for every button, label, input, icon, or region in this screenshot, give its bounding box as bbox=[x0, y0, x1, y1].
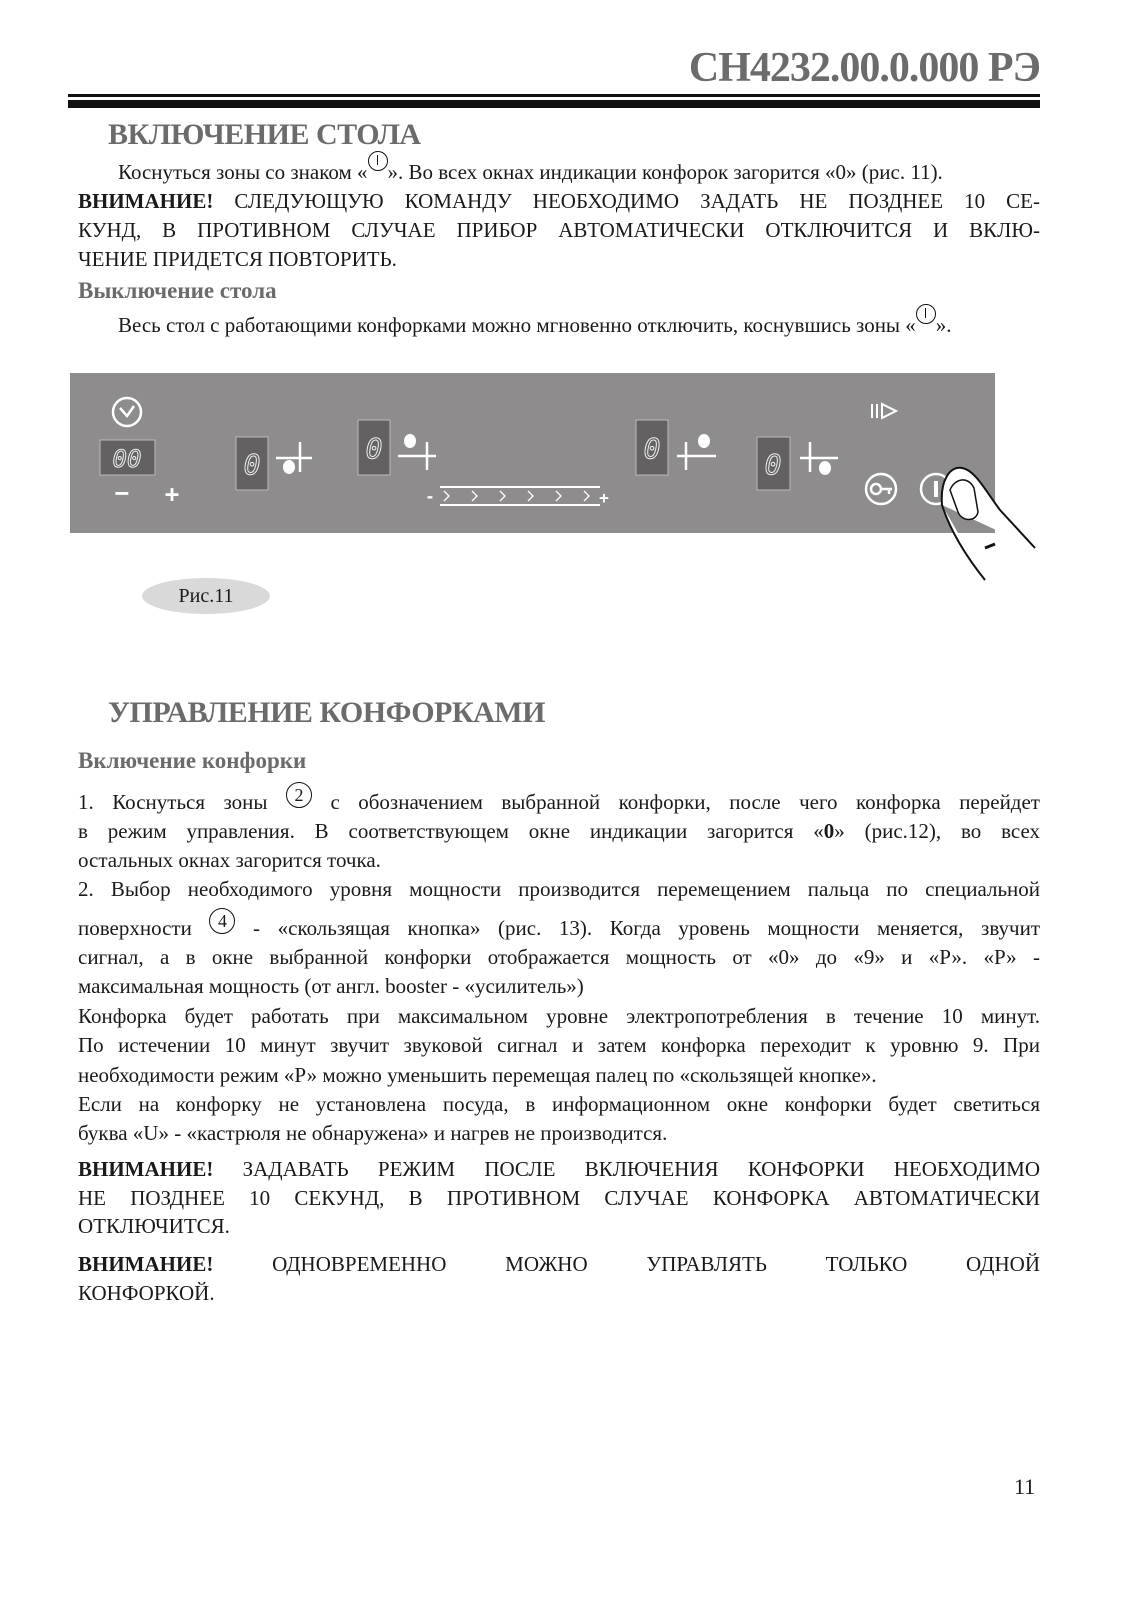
text-line bbox=[78, 875, 1040, 903]
section-title-power-on: ВКЛЮЧЕНИЕ СТОЛА bbox=[108, 118, 421, 151]
text-segment: поверхности bbox=[78, 916, 210, 940]
text-line bbox=[78, 1119, 1040, 1147]
text-segment: ЧЕНИЕ ПРИДЕТСЯ ПОВТОРИТЬ. bbox=[78, 247, 397, 271]
text-line bbox=[78, 1061, 1040, 1089]
text-segment: 1. Коснуться зоны bbox=[78, 790, 286, 814]
text-line bbox=[78, 1155, 1040, 1183]
control-panel bbox=[70, 373, 995, 533]
timer-display-value: 00 bbox=[112, 445, 142, 473]
text-segment: с обозначением выбранной конфорки, после чего конфорка перейдет bbox=[311, 790, 1040, 814]
power-symbol-icon bbox=[368, 151, 388, 171]
text-segment: Весь стол с работающими конфорками можно мгновенно отключить, коснувшись зоны « bbox=[118, 313, 916, 337]
circled-number-icon: 4 bbox=[209, 908, 235, 934]
text-line bbox=[78, 943, 1040, 971]
figure-caption: Рис.11 bbox=[142, 578, 270, 614]
subtitle-burner-on: Включение конфорки bbox=[78, 748, 307, 773]
text-line bbox=[78, 785, 1040, 816]
text-line bbox=[118, 311, 1040, 339]
text-segment: сигнал, а в окне выбранной конфорки отображается мощность от «0» до «9» и «Р». «Р» - bbox=[78, 945, 1040, 969]
timer-plus-button: + bbox=[164, 480, 180, 508]
bold-text: 0 bbox=[823, 819, 835, 843]
text-segment: ОДНОВРЕМЕННО МОЖНО УПРАВЛЯТЬ ТОЛЬКО ОДНОЙ bbox=[213, 1252, 1040, 1276]
bold-text: ВНИМАНИЕ! bbox=[78, 1157, 214, 1181]
document-code: СН4232.00.0.000 РЭ bbox=[688, 45, 1040, 91]
text-segment: в режим управления. В соответствующем окне индикации загорится « bbox=[78, 819, 824, 843]
zone4-display-value: 0 bbox=[764, 448, 782, 481]
text-line bbox=[78, 216, 1040, 244]
control-panel-figure bbox=[60, 360, 1060, 600]
text-segment: ». Во всех окнах индикации конфорок загорится «0» (рис. 11). bbox=[387, 160, 943, 184]
text-line bbox=[78, 911, 1040, 942]
subtitle-power-off: Выключение стола bbox=[78, 278, 277, 303]
text-segment: Если на конфорку не установлена посуда, в информационном окне конфорки будет светиться bbox=[78, 1092, 1040, 1116]
text-segment: максимальная мощность (от англ. booster - «усилитель») bbox=[78, 974, 584, 998]
text-segment: КУНД, В ПРОТИВНОМ СЛУЧАЕ ПРИБОР АВТОМАТИЧЕСКИ ОТКЛЮЧИТСЯ И ВКЛЮ- bbox=[78, 218, 1040, 242]
circled-number-icon: 2 bbox=[286, 782, 312, 808]
header-rule-thick bbox=[68, 100, 1040, 108]
text-line bbox=[78, 817, 1040, 845]
slider-minus: - bbox=[425, 487, 435, 506]
text-line bbox=[78, 1212, 1040, 1240]
section-title-burner-control: УПРАВЛЕНИЕ КОНФОРКАМИ bbox=[108, 696, 545, 729]
text-segment: По истечении 10 минут звучит звуковой сигнал и затем конфорка переходит к уровню 9. При bbox=[78, 1033, 1040, 1057]
text-segment: 2. Выбор необходимого уровня мощности производится перемещением пальца по специальной bbox=[78, 877, 1040, 901]
text-line bbox=[118, 158, 1040, 186]
text-segment: буква «U» - «кастрюля не обнаружена» и нагрев не производится. bbox=[78, 1121, 668, 1145]
bold-text: ВНИМАНИЕ! bbox=[78, 1252, 214, 1276]
text-segment: СЛЕДУЮЩУЮ КОМАНДУ НЕОБХОДИМО ЗАДАТЬ НЕ ПОЗДНЕЕ 10 СЕ- bbox=[213, 189, 1040, 213]
page-number: 11 bbox=[1014, 1474, 1036, 1499]
text-line bbox=[78, 245, 1040, 273]
zone2-display-value: 0 bbox=[365, 432, 383, 465]
text-segment: - «скользящая кнопка» (рис. 13). Когда уровень мощности меняется, звучит bbox=[235, 916, 1040, 940]
text-segment: ». bbox=[935, 313, 952, 337]
power-symbol-icon bbox=[916, 304, 936, 324]
text-segment: Конфорка будет работать при максимальном уровне электропотребления в течение 10 минут. bbox=[78, 1004, 1040, 1028]
text-segment: остальных окнах загорится точка. bbox=[78, 848, 381, 872]
text-line bbox=[78, 187, 1040, 215]
text-line bbox=[78, 1184, 1040, 1212]
text-line bbox=[78, 972, 1040, 1000]
text-line bbox=[78, 846, 1040, 874]
text-line bbox=[78, 1279, 1040, 1307]
bold-text: ВНИМАНИЕ! bbox=[78, 189, 214, 213]
text-line bbox=[78, 1090, 1040, 1118]
text-segment: НЕ ПОЗДНЕЕ 10 СЕКУНД, В ПРОТИВНОМ СЛУЧАЕ КОНФОРКА АВТОМАТИЧЕСКИ bbox=[78, 1186, 1040, 1210]
text-line bbox=[78, 1031, 1040, 1059]
header-rule-thin bbox=[68, 94, 1040, 97]
text-segment: » (рис.12), во всех bbox=[834, 819, 1040, 843]
slider-plus: + bbox=[599, 488, 609, 507]
text-segment: КОНФОРКОЙ. bbox=[78, 1281, 215, 1305]
text-segment: Коснуться зоны со знаком « bbox=[118, 160, 368, 184]
text-segment: ЗАДАВАТЬ РЕЖИМ ПОСЛЕ ВКЛЮЧЕНИЯ КОНФОРКИ НЕОБХОДИМО bbox=[213, 1157, 1040, 1181]
text-segment: ОТКЛЮЧИТСЯ. bbox=[78, 1214, 230, 1238]
text-segment: необходимости режим «Р» можно уменьшить перемещая палец по «скользящей кнопке». bbox=[78, 1063, 877, 1087]
text-line bbox=[78, 1250, 1040, 1278]
text-line bbox=[78, 1002, 1040, 1030]
zone3-display-value: 0 bbox=[643, 432, 661, 465]
timer-minus-button: − bbox=[114, 479, 130, 507]
zone1-display-value: 0 bbox=[243, 448, 261, 481]
